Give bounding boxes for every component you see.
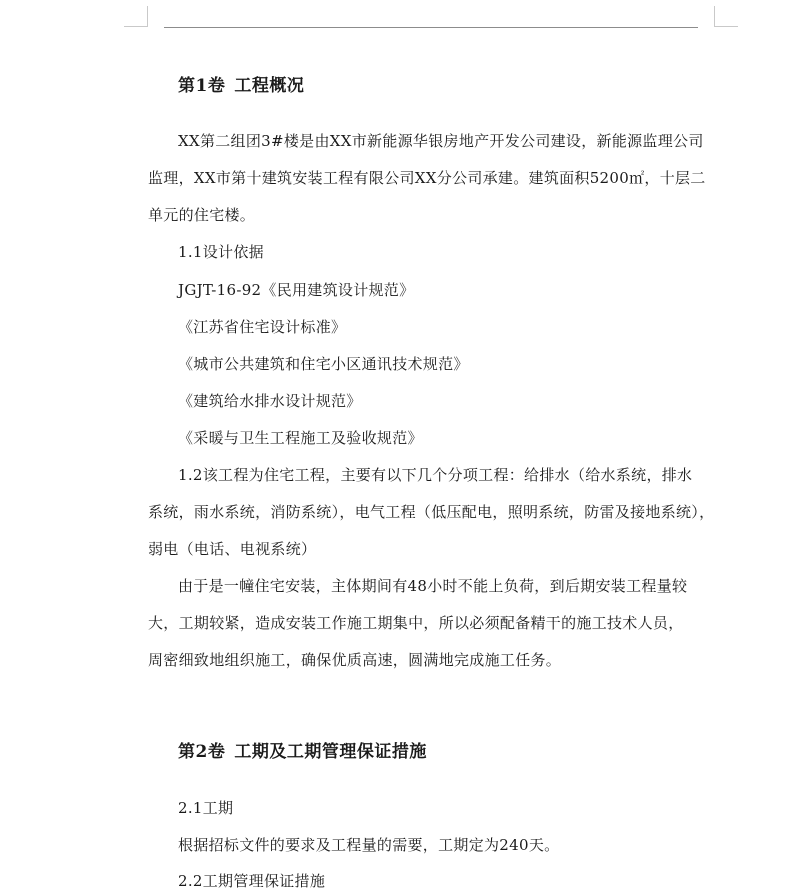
crop-mark-top-left: [124, 26, 148, 27]
subsection-title: 2.1工期: [178, 799, 234, 817]
intro-line: 监理，XX市第十建筑安装工程有限公司XX分公司承建。建筑面积5200㎡，十层二: [148, 169, 706, 187]
crop-mark-top-right: [714, 26, 738, 27]
crop-mark-top-right: [714, 6, 715, 27]
section-2-title: 工期及工期管理保证措施: [234, 742, 427, 762]
section-2-number: 第2卷: [178, 742, 226, 762]
scope-line: 系统，雨水系统，消防系统），电气工程（低压配电，照明系统，防雷及接地系统），: [148, 503, 715, 521]
notes-line: 由于是一幢住宅安装，主体期间有48小时不能上负荷，到后期安装工程量较: [178, 577, 688, 595]
notes-line: 大，工期较紧，造成安装工作施工期集中，所以必须配备精干的施工技术人员，: [148, 614, 684, 632]
section-1-number: 第1卷: [178, 76, 226, 96]
crop-mark-top-left: [147, 6, 148, 27]
schedule-text: 根据招标文件的要求及工程量的需要，工期定为240天。: [178, 836, 560, 854]
intro-line: 单元的住宅楼。: [148, 206, 256, 224]
notes-line: 周密细致地组织施工，确保优质高速，圆满地完成施工任务。: [148, 651, 562, 669]
standard-item: 《采暖与卫生工程施工及验收规范》: [178, 429, 423, 447]
section-1-heading: [178, 75, 304, 97]
section-1-title: 工程概况: [234, 76, 305, 96]
section-2-heading: [178, 741, 427, 763]
standard-item: 《城市公共建筑和住宅小区通讯技术规范》: [178, 355, 469, 373]
partial-next-line: 2.2工期管理保证措施: [178, 872, 326, 890]
scope-line: 1.2该工程为住宅工程，主要有以下几个分项工程：给排水（给水系统，排水: [178, 466, 693, 484]
scope-line: 弱电（电话、电视系统）: [148, 540, 317, 558]
standard-item: 《江苏省住宅设计标准》: [178, 318, 347, 336]
standard-item: 《建筑给水排水设计规范》: [178, 392, 362, 410]
intro-line: XX第二组团3#楼是由XX市新能源华银房地产开发公司建设，新能源监理公司: [178, 132, 704, 150]
header-rule: [164, 27, 698, 28]
standard-item: JGJT-16-92《民用建筑设计规范》: [178, 281, 415, 299]
design-basis-title: 1.1设计依据: [178, 243, 264, 261]
